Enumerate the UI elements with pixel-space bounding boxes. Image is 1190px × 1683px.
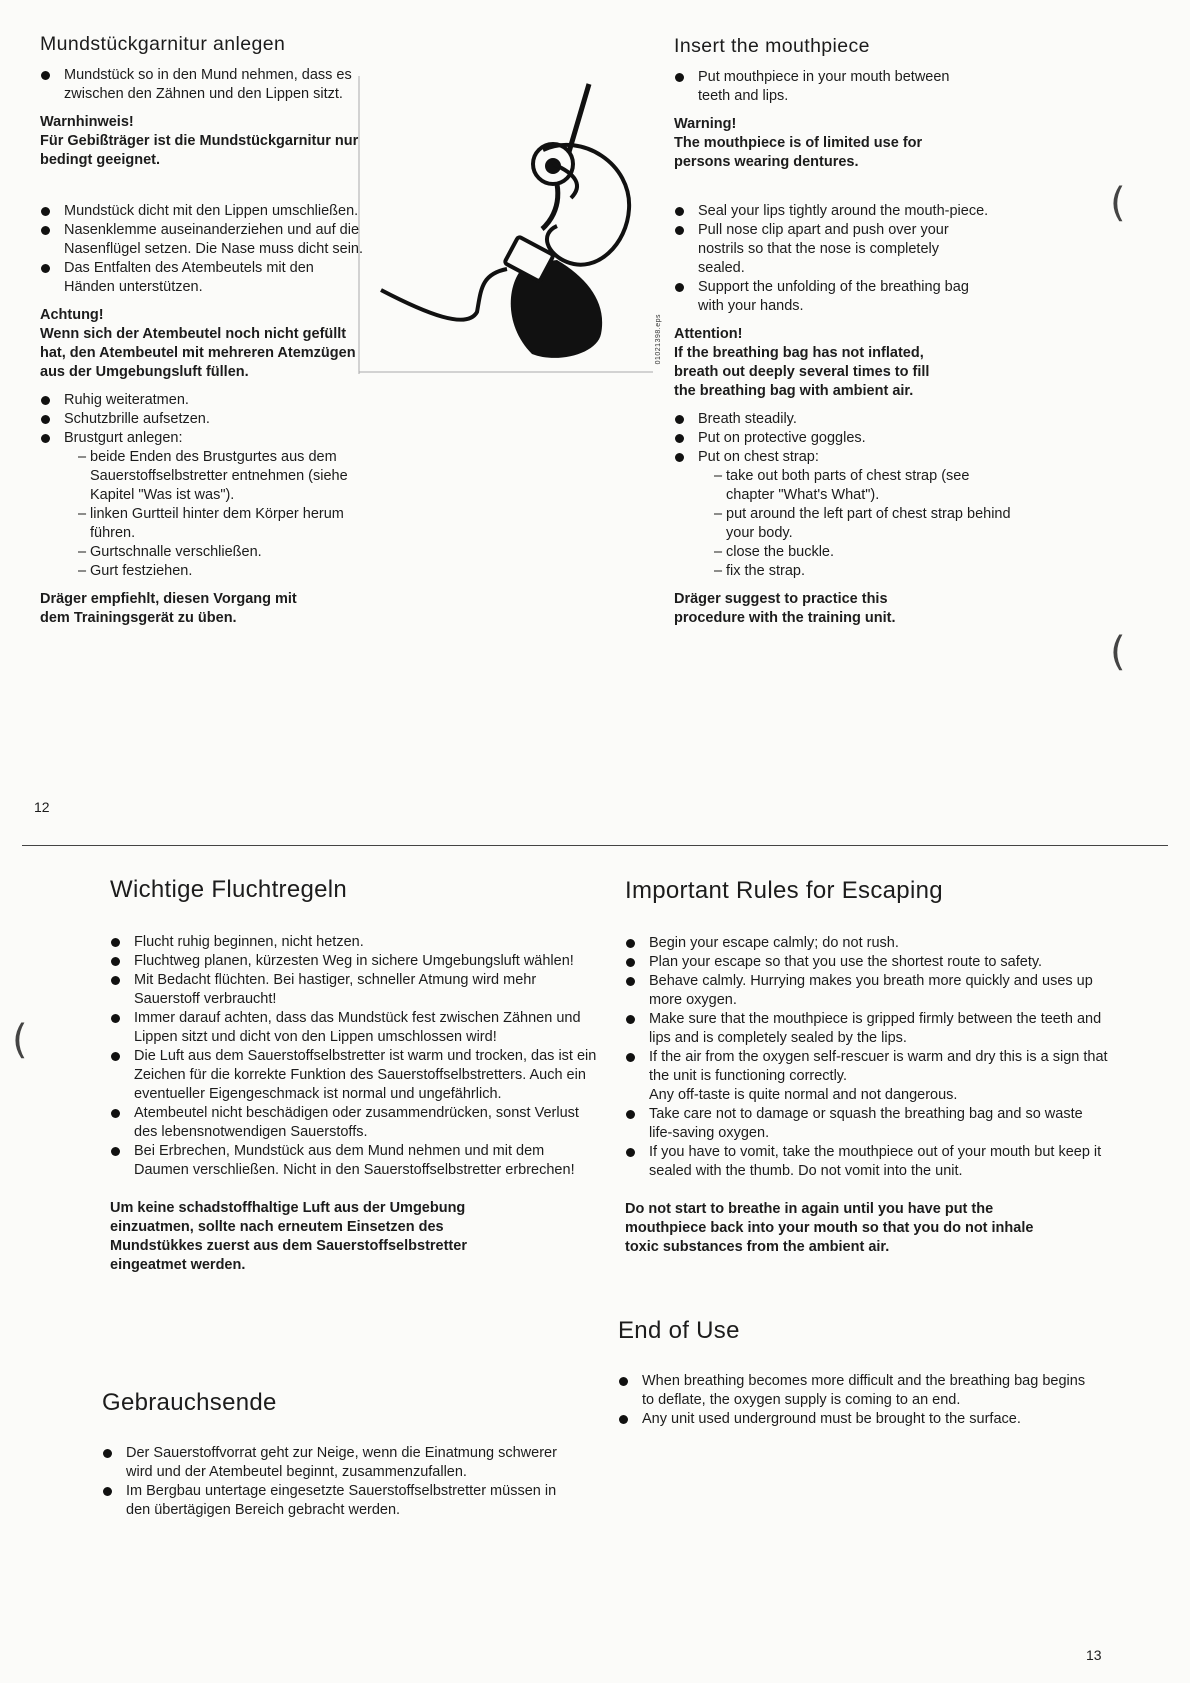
section-heading-escaping: Important Rules for Escaping [625,877,943,904]
lower-left-column [110,875,600,1275]
list-item: – linken Gurtteil hinter dem Körper herum führen. [78,505,365,543]
list-item: Fluchtweg planen, kürzesten Weg in sichere Umgebungsluft wählen! [110,952,600,971]
section-heading-end-of-use: End of Use [618,1317,740,1344]
section-heading-insert-mouthpiece: Insert the mouthpiece [674,35,870,57]
page-divider [22,845,1168,846]
list-item: Put on chest strap: [674,448,1049,467]
attention-title: Attention! [674,326,743,342]
warning-title: Warnhinweis! [40,114,134,130]
lower-right-end-column [618,1316,1108,1429]
list-item: Take care not to damage or squash the breathing bag and so waste life-saving oxygen. [625,1105,1110,1143]
list-item: Mundstück so in den Mund nehmen, dass es zwischen den Zähnen und den Lippen sitzt. [40,66,365,104]
practice-note: Dräger suggest to practice this procedure with the training unit. [674,591,896,626]
strap-steps-list [40,448,365,581]
attention-text: Wenn sich der Atembeutel noch nicht gefüllt hat, den Atembeutel mit mehreren Atemzügen aus der Umgebungsluft füllen. [40,326,356,380]
attention-title: Achtung! [40,307,104,323]
list-item: Das Entfalten des Atembeutels mit den Händen unterstützen. [40,259,365,297]
page-number: 12 [34,799,50,815]
bullet-list [40,391,365,448]
list-item: Atembeutel nicht beschädigen oder zusammendrücken, sonst Verlust des lebensnotwendigen Sauerstoffs. [110,1104,600,1142]
list-item: Support the unfolding of the breathing bag with your hands. [674,278,989,316]
list-item: Behave calmly. Hurrying makes you breath more quickly and uses up more oxygen. [625,972,1110,1010]
rules-note: Do not start to breathe in again until you have put the mouthpiece back into your mouth so that you do not inhale toxic substances from the ambient air. [625,1201,1034,1255]
binder-hole-mark: ( [1110,180,1126,226]
list-item: Mit Bedacht flüchten. Bei hastiger, schneller Atmung wird mehr Sauerstoff verbraucht! [110,971,600,1009]
list-item: Plan your escape so that you use the shortest route to safety. [625,953,1110,972]
list-item: Der Sauerstoffvorrat geht zur Neige, wenn die Einatmung schwerer wird und der Atembeutel beginnt, zusammenzufallen. [102,1444,572,1482]
practice-note: Dräger empfiehlt, diesen Vorgang mit dem Trainingsgerät zu üben. [40,591,297,626]
lower-left-end-column [102,1388,592,1520]
attention-text: If the breathing bag has not inflated, breath out deeply several times to fill the breathing bag with ambient air. [674,345,930,399]
warning-text: Für Gebißträger ist die Mundstückgarnitur nur bedingt geeignet. [40,133,359,168]
list-item: – put around the left part of chest strap behind your body. [714,505,1014,543]
list-item: Begin your escape calmly; do not rush. [625,934,1110,953]
strap-steps-list [674,467,1014,581]
bullet-list [674,68,974,106]
warning-title: Warning! [674,116,737,132]
list-item: – take out both parts of chest strap (see chapter "What's What"). [714,467,1014,505]
list-item: – Gurtschnalle verschließen. [78,543,365,562]
list-item: – beide Enden des Brustgurtes aus dem Sauerstoffselbstretter entnehmen (siehe Kapitel "Was ist was"). [78,448,365,505]
escape-rules-list [110,933,600,1180]
list-item: Die Luft aus dem Sauerstoffselbstretter ist warm und trocken, das ist ein Zeichen für die korrekte Funktion des Sauerstoffselbstretters. Auch ein eventueller Eigengeschmack ist normal und ungefährlich. [110,1047,600,1104]
figure-code: 01021398.eps [655,314,662,365]
list-item: Mundstück dicht mit den Lippen umschließen. [40,202,365,221]
rules-note: Um keine schadstoffhaltige Luft aus der Umgebung einzuatmen, sollte nach erneutem Einsetzen des Mundstükkes zuerst aus dem Sauerstoffselbstretter eingeatmet werden. [110,1200,467,1273]
list-item: – close the buckle. [714,543,1014,562]
list-item: Put mouthpiece in your mouth between teeth and lips. [674,68,974,106]
list-item: Schutzbrille aufsetzen. [40,410,365,429]
list-item: Make sure that the mouthpiece is gripped firmly between the teeth and lips and is completely sealed by the lips. [625,1010,1110,1048]
warning-text: The mouthpiece is of limited use for persons wearing dentures. [674,135,923,170]
list-item: Any unit used underground must be brought to the surface. [618,1410,1088,1429]
bullet-list [40,202,365,297]
list-item: Brustgurt anlegen: [40,429,365,448]
list-item: Bei Erbrechen, Mundstück aus dem Mund nehmen und mit dem Daumen verschließen. Nicht in den Sauerstoffselbstretter erbrechen! [110,1142,600,1180]
list-item: Pull nose clip apart and push over your nostrils so that the nose is completely sealed. [674,221,989,278]
page-number: 13 [1086,1647,1102,1663]
person-with-mouthpiece-illustration [357,64,657,374]
end-of-use-list [102,1444,572,1520]
list-item: Flucht ruhig beginnen, nicht hetzen. [110,933,600,952]
mouthpiece-figure [357,64,662,374]
bullet-list [40,66,365,104]
bullet-list [674,202,989,316]
bullet-list [674,410,1049,467]
section-heading-mundstueck: Mundstückgarnitur anlegen [40,33,286,55]
list-item: Seal your lips tightly around the mouth-piece. [674,202,989,221]
binder-hole-mark: ( [12,1017,28,1063]
list-item: Put on protective goggles. [674,429,1049,448]
section-heading-gebrauchsende: Gebrauchsende [102,1389,277,1416]
list-item: Breath steadily. [674,410,1049,429]
list-item: Im Bergbau untertage eingesetzte Sauerstoffselbstretter müssen in den übertägigen Bereich gebracht werden. [102,1482,572,1520]
list-item: – Gurt festziehen. [78,562,365,581]
list-item: If the air from the oxygen self-rescuer is warm and dry this is a sign that the unit is functioning correctly. Any off-taste is quite normal and not dangerous. [625,1048,1110,1105]
list-item: If you have to vomit, take the mouthpiece out of your mouth but keep it sealed with the thumb. Do not vomit into the unit. [625,1143,1110,1181]
escape-rules-list [625,934,1110,1181]
upper-left-column [40,32,365,628]
binder-hole-mark: ( [1110,629,1126,675]
lower-right-column [625,876,1115,1257]
list-item: Nasenklemme auseinanderziehen und auf die Nasenflügel setzen. Die Nase muss dicht sein. [40,221,365,259]
end-of-use-list [618,1372,1088,1429]
upper-right-column [674,34,1049,628]
list-item: Immer darauf achten, dass das Mundstück fest zwischen Zähnen und Lippen sitzt und dicht von den Lippen umschlossen wird! [110,1009,600,1047]
section-heading-fluchtregeln: Wichtige Fluchtregeln [110,876,348,903]
list-item: When breathing becomes more difficult and the breathing bag begins to deflate, the oxygen supply is coming to an end. [618,1372,1088,1410]
list-item: Ruhig weiteratmen. [40,391,365,410]
list-item: – fix the strap. [714,562,1014,581]
